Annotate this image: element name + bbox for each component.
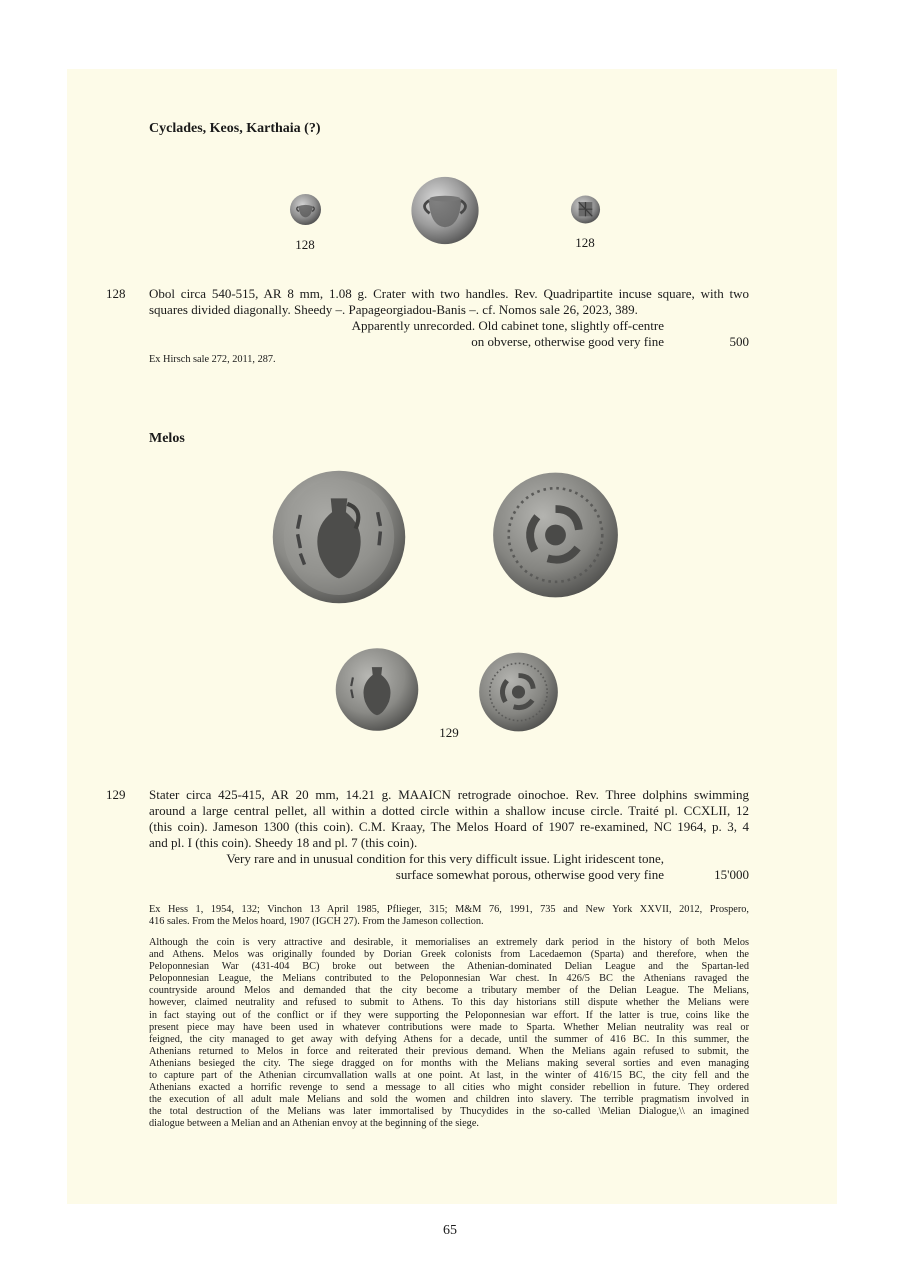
lot-129-condition xyxy=(149,851,664,883)
image-label-128-reverse: 128 xyxy=(575,235,595,250)
commentary-line: the total destruction of the Melians was later immortalised by Thucydides in the so-called \Melian Dialogue,\\ an imagined xyxy=(149,1106,749,1118)
lot-129-description xyxy=(149,787,749,851)
condition-line: Apparently unrecorded. Old cabinet tone, slightly off-centre xyxy=(351,318,664,333)
provenance-line: Ex Hess 1, 1954, 132; Vinchon 13 April 1985, Pflieger, 315; M&M 76, 1991, 735 and New York XXVII, 2012, Prospero, xyxy=(149,904,749,915)
lot-128-estimate: 500 xyxy=(729,334,749,349)
commentary-line: Peloponnesian League, the Melians contributed to the Peloponnesian War chest. In 426/5 BC the Athenians ravaged the xyxy=(149,973,749,985)
commentary-line: Athenians exacted a horrific revenge to send a message to all cities who might consider rebellion in future. They ordered xyxy=(149,1082,749,1094)
description-line: Stater circa 425-415, AR 20 mm, 14.21 g. MAAICN retrograde oinochoe. Rev. Three dolphins swimming xyxy=(149,787,749,802)
provenance-line: 416 sales. From the Melos hoard, 1907 (IGCH 27). From the Jameson collection. xyxy=(149,916,484,928)
commentary-line: Peloponnesian War (431-404 BC) broke out between the Athenian-dominated Delian League and the Spartan-led xyxy=(149,961,749,973)
lot-128-provenance xyxy=(149,354,749,366)
commentary-line: dialogue between a Melian and an Athenian envoy at the beginning of the siege. xyxy=(149,1118,479,1130)
lot-129-provenance xyxy=(149,904,749,928)
commentary-line: present piece may have been used in whatever contributions were made to Sparta. Whether Melian neutrality was real or xyxy=(149,1021,749,1033)
commentary-line: in fact staying out of the conflict or if they were supporting the Peloponnesian war effort. If the latter is true, coins like the xyxy=(149,1009,749,1021)
lot-129-estimate: 15'000 xyxy=(714,867,749,882)
page-number: 65 xyxy=(443,1223,457,1238)
description-line: around a large central pellet, all within a dotted circle within a shallow incuse circle. Traité pl. CCXLII, 12 xyxy=(149,803,749,818)
coin-128-reverse xyxy=(568,194,603,225)
commentary-line: feigned, the city managed to get away with defying Athens for a decade, until the summer of 416 BC. In this summer, the xyxy=(149,1033,749,1045)
coin-129-obverse-large xyxy=(270,464,408,610)
lot-number-128: 128 xyxy=(106,286,126,301)
image-label-128-obverse: 128 xyxy=(295,237,315,252)
coin-129-reverse-small xyxy=(474,651,563,733)
commentary-line: the execution of all adult male Melians and sold the women and children into slavery. The terrible pragmatism involved in xyxy=(149,1094,749,1106)
section-heading-keos: Cyclades, Keos, Karthaia (?) xyxy=(149,121,321,136)
commentary-line: however, claimed neutrality and refused to submit to Athens. To this day historians still dispute whether the Melians were xyxy=(149,997,749,1009)
description-line: squares divided diagonally. Sheedy –. Papageorgiadou-Banis –. cf. Nomos sale 26, 2023, 389. xyxy=(149,302,638,317)
commentary-line: Athenians returned to Melos in force and reiterated their previous demand. When the Melians again refused to submit, the xyxy=(149,1045,749,1057)
lot-128-description xyxy=(149,286,749,318)
description-line: Obol circa 540-515, AR 8 mm, 1.08 g. Crater with two handles. Rev. Quadripartite incuse square, with two xyxy=(149,286,749,301)
coin-129-obverse-small xyxy=(334,645,420,734)
commentary-line: Although the coin is very attractive and desirable, it memorialises an extremely dark period in the history of both Melos xyxy=(149,937,749,948)
image-label-129: 129 xyxy=(439,725,459,740)
commentary-line: to capture part of the Athenian circumvallation walls at one point. At last, in the winter of 416/15 BC, the city fell and the xyxy=(149,1070,749,1082)
commentary-line: countryside around Melos and demanded that the city become a tributary member of the Delian League. The Melians, xyxy=(149,985,749,997)
section-heading-melos: Melos xyxy=(149,431,185,446)
condition-line: Very rare and in unusual condition for this very difficult issue. Light iridescent tone, xyxy=(226,851,664,866)
provenance-line: Ex Hirsch sale 272, 2011, 287. xyxy=(149,354,276,365)
lot-128-condition xyxy=(149,318,664,350)
coin-128-obverse-large xyxy=(410,175,480,246)
condition-line: surface somewhat porous, otherwise good very fine xyxy=(395,867,664,882)
coin-128-obverse-small xyxy=(288,193,323,226)
lot-number-129: 129 xyxy=(106,787,126,802)
lot-129-commentary xyxy=(149,937,749,1131)
description-line: (this coin). Jameson 1300 (this coin). C.M. Kraay, The Melos Hoard of 1907 re-examined, NC 1964, p. 3, 4 xyxy=(149,819,749,834)
commentary-line: and Athens. Melos was originally founded by Dorian Greek colonists from Lacedaemon (Sparta) and therefore, when the xyxy=(149,949,749,961)
condition-line: on obverse, otherwise good very fine xyxy=(471,334,664,349)
commentary-line: Athenians besieged the city. The siege dragged on for months with the Melians making several sorties and even managing xyxy=(149,1057,749,1069)
description-line: and pl. I (this coin). Sheedy 18 and pl. 7 (this coin). xyxy=(149,835,418,850)
coin-129-reverse-large xyxy=(488,470,623,600)
